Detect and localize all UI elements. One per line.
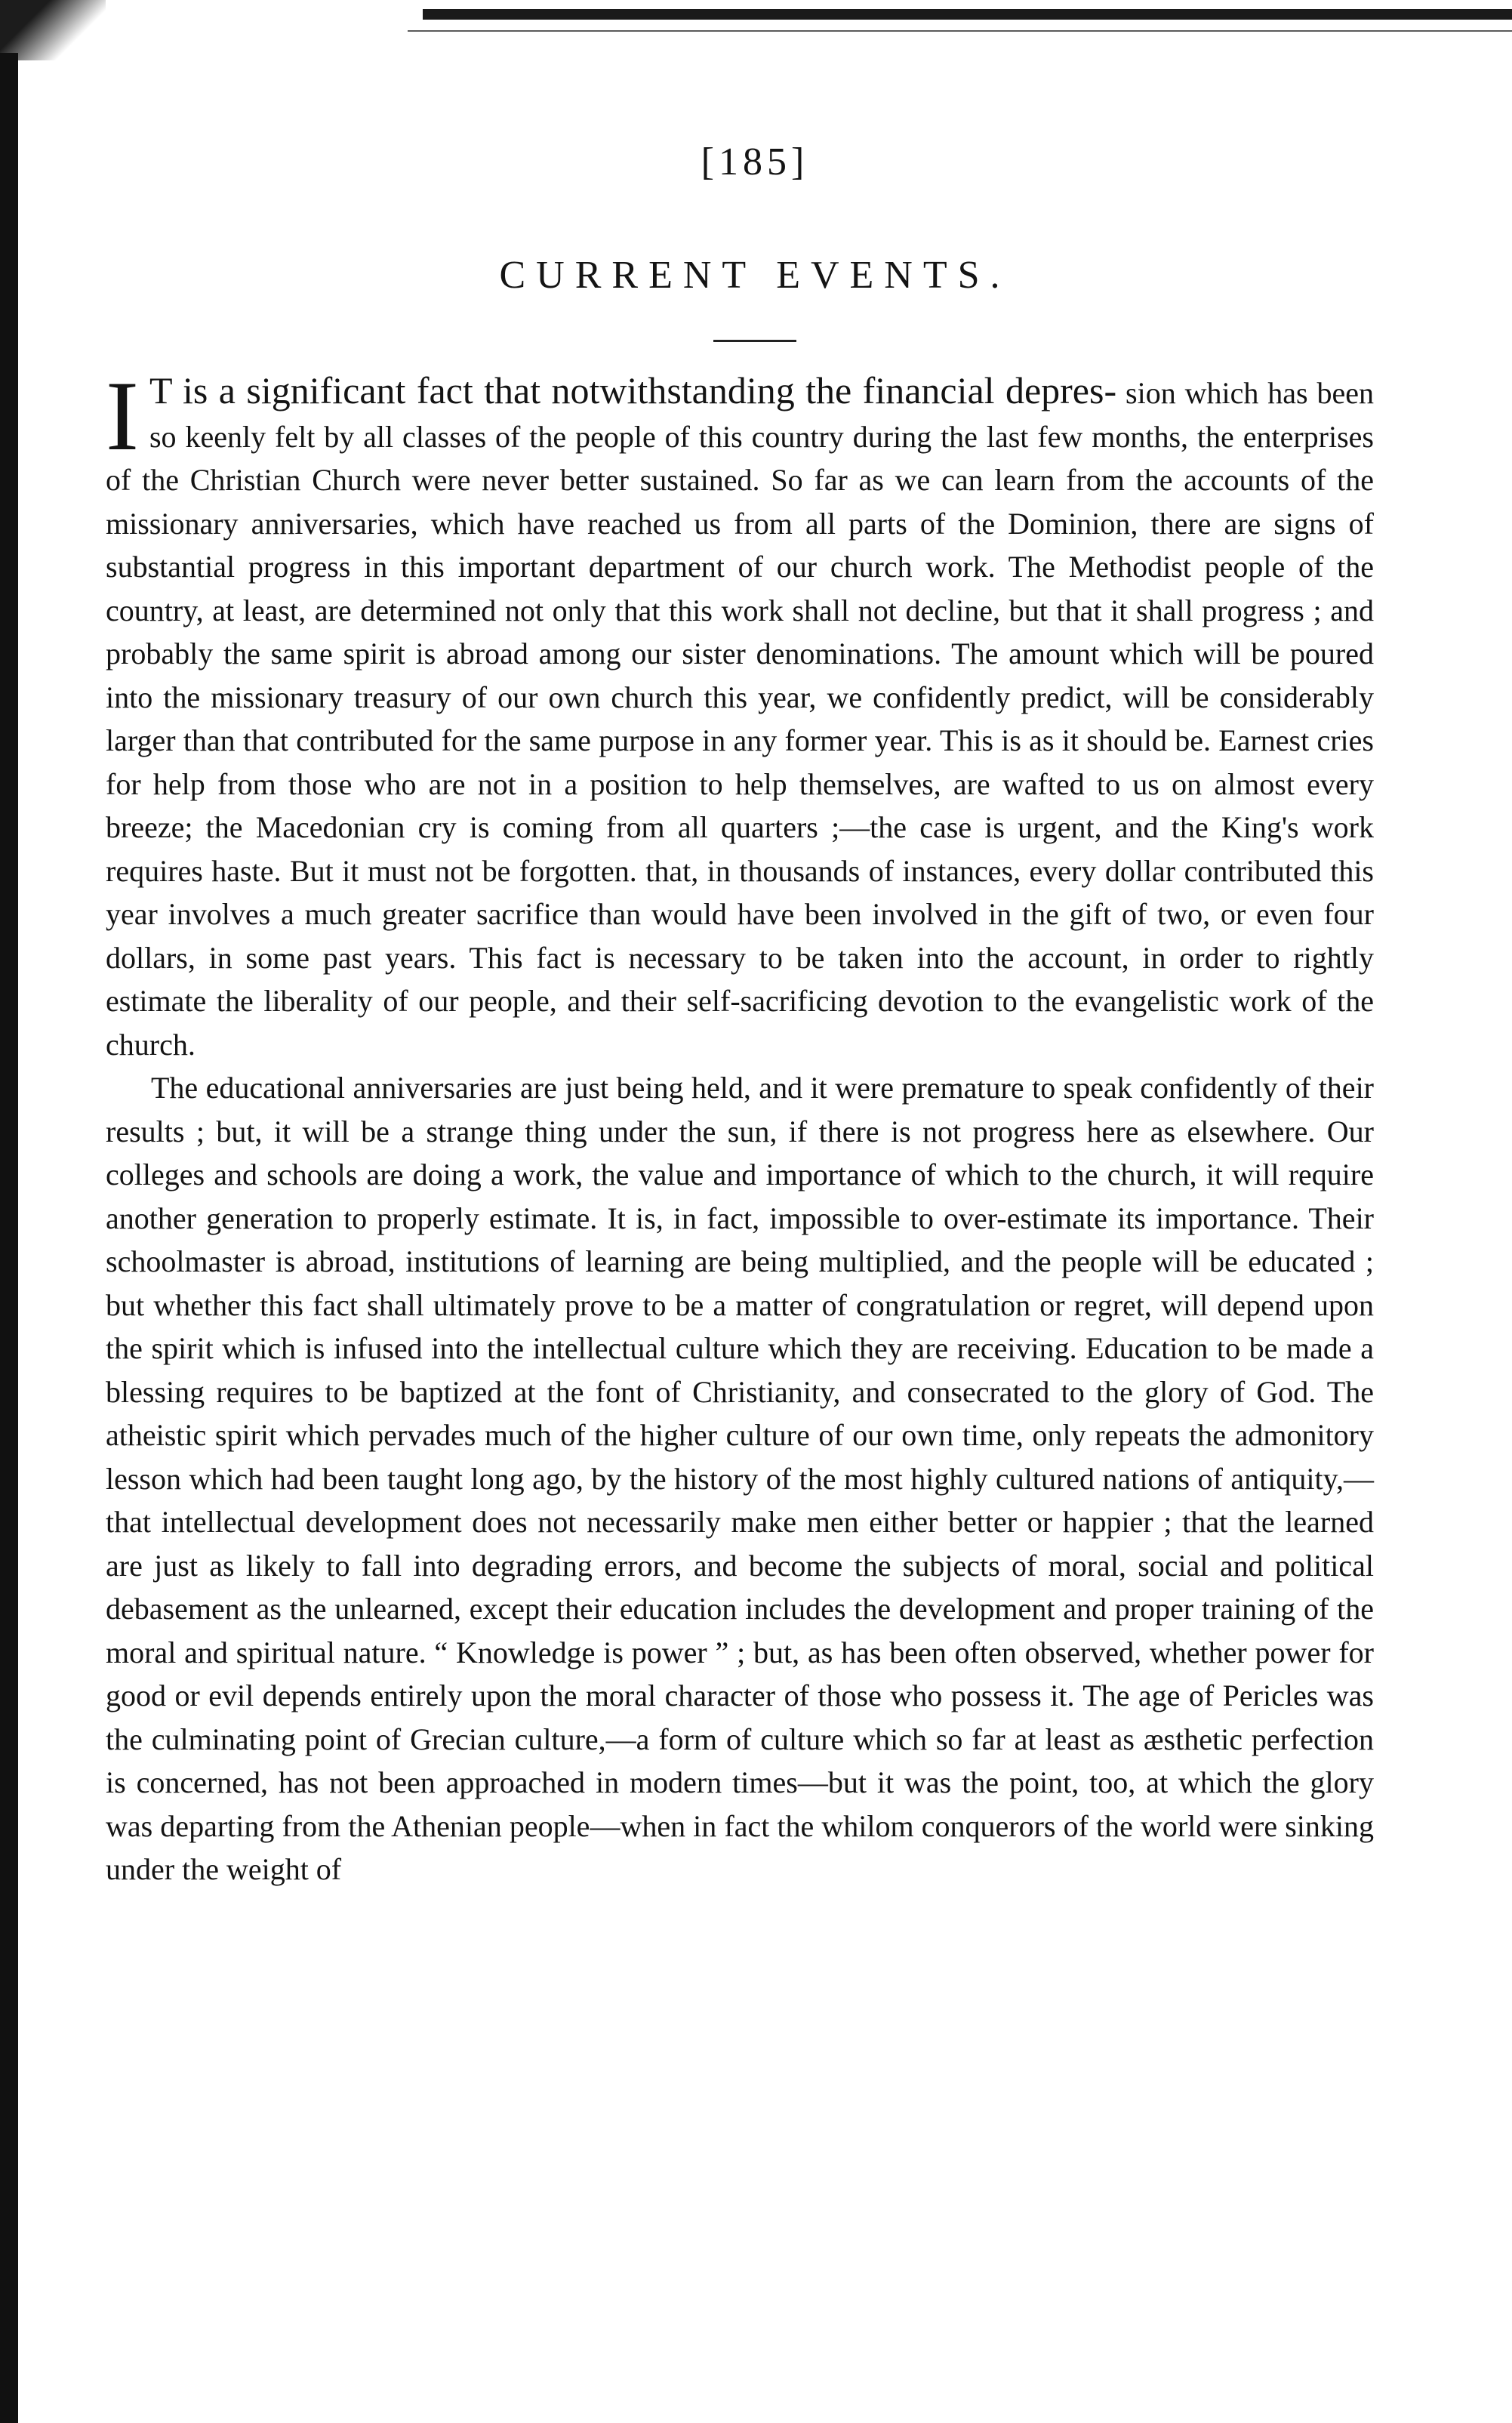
page-number: [185] [701, 140, 809, 183]
title-divider [713, 340, 796, 342]
scan-corner-shadow [0, 0, 106, 60]
paragraph-2: The educational anniversaries are just being held, and it were premature to speak confidently of their results ; but, it will be a strange thing under the sun, if there is not progress here as elsewhere. Our colleges and schools are doing a work, the value and importance of which to the church, it will require another generation to properly estimate. It is, in fact, impossible to over-estimate its importance. Their schoolmaster is abroad, institutions of learning are being multiplied, and the people will be educated ; but whether this fact shall ultimately prove to be a matter of congratulation or regret, will depend upon the spirit which is infused into the intellectual culture which they are receiving. Education to be made a blessing requires to be baptized at the font of Christianity, and consecrated to the glory of God. The atheistic spirit which pervades much of the higher culture of our own time, only repeats the admonitory lesson which had been taught long ago, by the history of the most highly cultured nations of antiquity,—that intellectual development does not necessarily make men either better or happier ; that the learned are just as likely to fall into degrading errors, and become the subjects of moral, social and political debasement as the unlearned, except their education includes the development and proper training of the moral and spiritual nature. “ Knowledge is power ” ; but, as has been often observed, whether power for good or evil depends entirely upon the moral character of those who possess it. The age of Pericles was the culminating point of Grecian culture,—a form of culture which so far at least as æsthetic perfection is concerned, has not been approached in modern times—but it was the point, too, at which the glory was departing from the Athenian people—when in fact the whilom conquerors of the world were sinking under the weight of [106, 1071, 1374, 1886]
scan-top-rule [423, 9, 1512, 20]
page-title: CURRENT EVENTS. [499, 254, 1011, 297]
paragraph-1-body: sion which has been so keenly felt by all classes of the people of this country during the last few months, the enterprises of the Christian Church were never better sustained. So far as we can learn from the accounts of the missionary anniversaries, which have reached us from all parts of the Dominion, there are signs of substantial progress in this important department of our church work. The Methodist people of the country, at least, are determined not only that this work shall not decline, but that it shall progress ; and probably the same spirit is abroad among our sister denominations. The amount which will be poured into the missionary treasury of our own church this year, we confidently predict, will be considerably larger than that contributed for the same purpose in any former year. This is as it should be. Earnest cries for help from those who are not in a position to help themselves, are wafted to us on almost every breeze; the Macedonian cry is coming from all quarters ;—the case is urgent, and the King's work requires haste. But it must not be forgotten. that, in thousands of instances, every dollar contributed this year involves a much greater sacrifice than would have been involved in the gift of two, or even four dollars, in some past years. This fact is necessary to be taken into the account, in order to rightly estimate the liberality of our people, and their self-sacrificing devotion to the evangelistic work of the church. [106, 376, 1374, 1062]
paragraph-1 [106, 360, 1374, 1066]
scan-top-rule-thin [408, 30, 1512, 32]
scan-left-border [0, 53, 18, 2423]
page [106, 121, 1374, 1891]
drop-cap: I [106, 360, 139, 471]
article-body [106, 360, 1374, 1891]
paragraph-1-lead: T is a significant fact that notwithstanding the financial depres- [149, 369, 1117, 412]
